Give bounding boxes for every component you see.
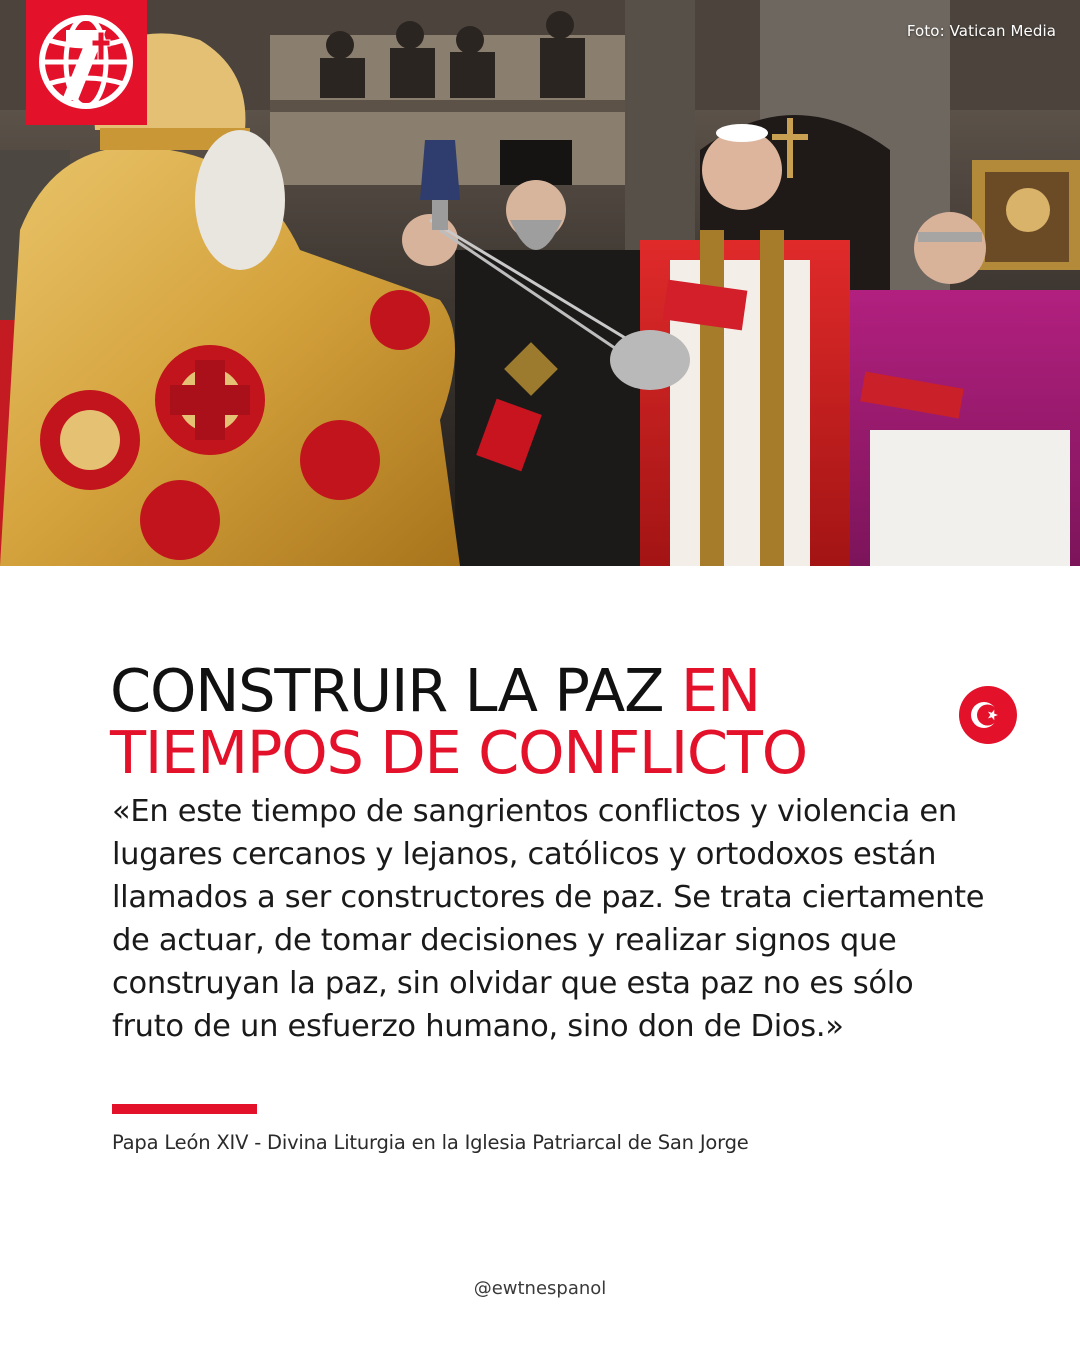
- liturgy-photo: [0, 0, 1080, 566]
- quote-text: «En este tiempo de sangrientos conflictos y violencia en lugares cercanos y lejanos, católicos y ortodoxos están llamados a ser constructores de paz. Se trata ciertamente de actuar, de tomar decisiones y realizar signos que construyan la paz, sin olvidar que esta paz no es sólo fruto de un esfuerzo humano, sino don de Dios.»: [112, 794, 985, 1044]
- quote-attribution: Papa León XIV - Divina Liturgia en la Iglesia Patriarcal de San Jorge: [112, 1131, 749, 1154]
- headline-primary: CONSTRUIR LA PAZ: [110, 656, 664, 725]
- ewtn-globe-icon: [26, 0, 147, 125]
- turkey-flag-icon: [958, 685, 1018, 745]
- ewtn-logo: [26, 0, 147, 125]
- headline: [110, 656, 950, 787]
- headline-accent: EN TIEMPOS DE CONFLICTO: [110, 656, 807, 787]
- accent-divider: [112, 1104, 257, 1114]
- photo-credit: Foto: Vatican Media: [906, 22, 1056, 40]
- social-handle: @ewtnespanol: [473, 1278, 607, 1299]
